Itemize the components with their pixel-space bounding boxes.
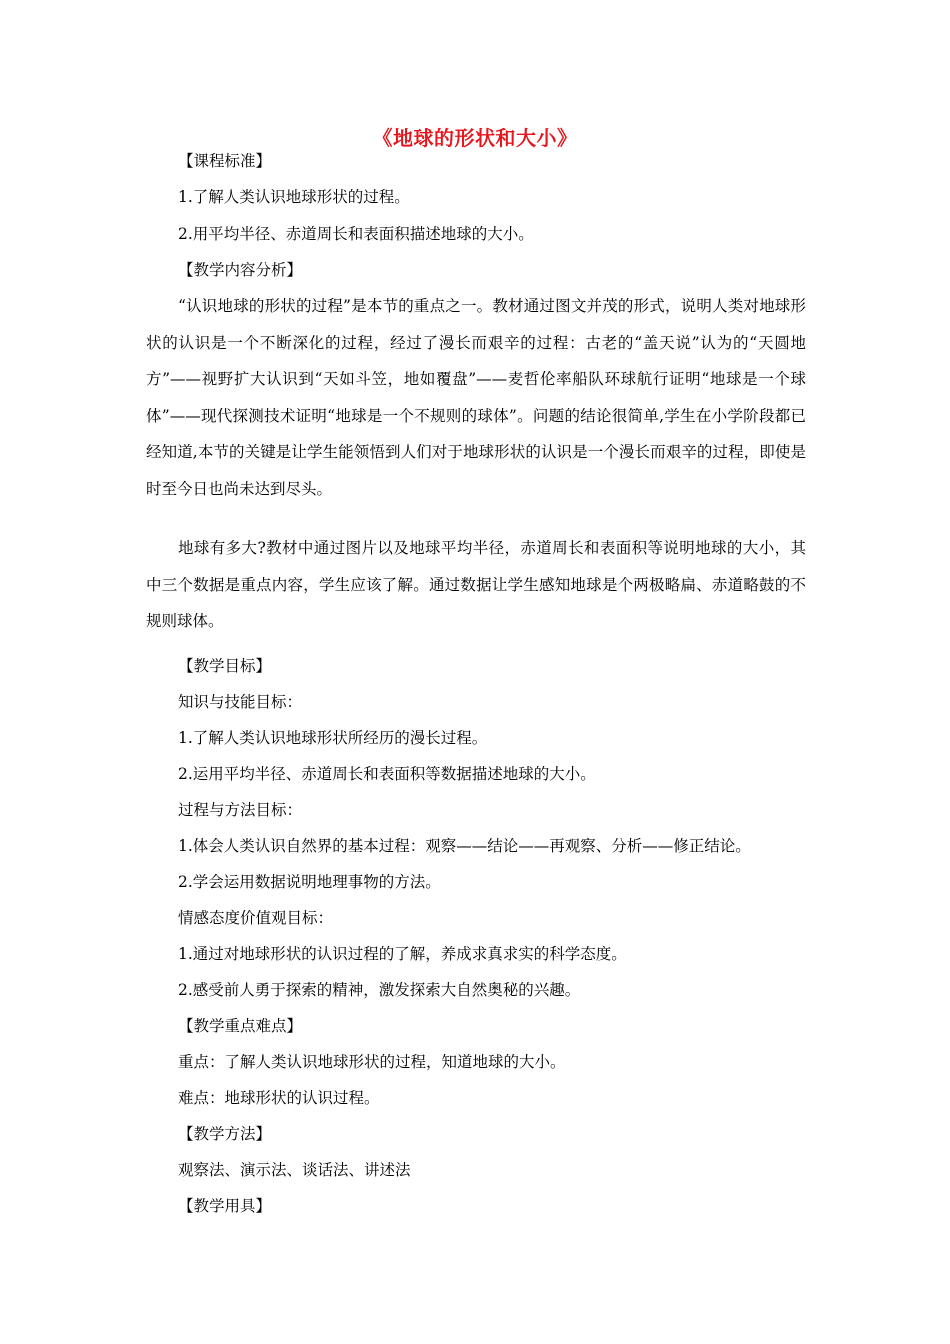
key-point-focus: 重点：了解人类认识地球形状的过程，知道地球的大小。 [178, 1053, 566, 1071]
process-goals-label: 过程与方法目标： [178, 801, 303, 819]
course-standard-item-2: 2.用平均半径、赤道周长和表面积描述地球的大小。 [178, 225, 534, 243]
knowledge-goals-label: 知识与技能目标： [178, 693, 303, 711]
methods-text: 观察法、演示法、谈话法、讲述法 [178, 1161, 411, 1179]
course-standard-heading: 【课程标准】 [178, 152, 272, 170]
knowledge-goal-item-2: 2.运用平均半径、赤道周长和表面积等数据描述地球的大小。 [178, 765, 596, 783]
process-goal-item-1: 1.体会人类认识自然界的基本过程：观察——结论——再观察、分析——修正结论。 [178, 837, 751, 855]
document-title: 《地球的形状和大小》 [372, 126, 578, 150]
content-analysis-heading: 【教学内容分析】 [178, 261, 303, 279]
methods-heading: 【教学方法】 [178, 1125, 272, 1143]
key-points-heading: 【教学重点难点】 [178, 1017, 303, 1035]
key-point-difficulty: 难点：地球形状的认识过程。 [178, 1089, 380, 1107]
tools-heading: 【教学用具】 [178, 1197, 272, 1215]
emotion-goals-label: 情感态度价值观目标： [178, 909, 334, 927]
process-goal-item-2: 2.学会运用数据说明地理事物的方法。 [178, 873, 441, 891]
emotion-goal-item-2: 2.感受前人勇于探索的精神，激发探索大自然奥秘的兴趣。 [178, 981, 581, 999]
course-standard-item-1: 1.了解人类认识地球形状的过程。 [178, 188, 410, 206]
emotion-goal-item-1: 1.通过对地球形状的认识过程的了解，养成求真求实的科学态度。 [178, 945, 627, 963]
teaching-goals-heading: 【教学目标】 [178, 657, 272, 675]
content-analysis-paragraph-1: “认识地球的形状的过程”是本节的重点之一。教材通过图文并茂的形式，说明人类对地球形状的认识是一个不断深化的过程，经过了漫长而艰辛的过程：古老的“盖天说”认为的“天圆地方”——视野扩大认识到“天如斗笠，地如覆盘”——麦哲伦率船队环球航行证明“地球是一个球体”——现代探测技术证明“地球是一个不规则的球体”。问题的结论很简单,学生在小学阶段都已经知道,本节的关键是让学生能领悟到人们对于地球形状的认识是一个漫长而艰辛的过程，即使是时至今日也尚未达到尽头。 [146, 297, 806, 498]
content-analysis-paragraph-2: 地球有多大?教材中通过图片以及地球平均半径，赤道周长和表面积等说明地球的大小，其中三个数据是重点内容，学生应该了解。通过数据让学生感知地球是个两极略扁、赤道略鼓的不规则球体。 [146, 539, 806, 630]
knowledge-goal-item-1: 1.了解人类认识地球形状所经历的漫长过程。 [178, 729, 488, 747]
